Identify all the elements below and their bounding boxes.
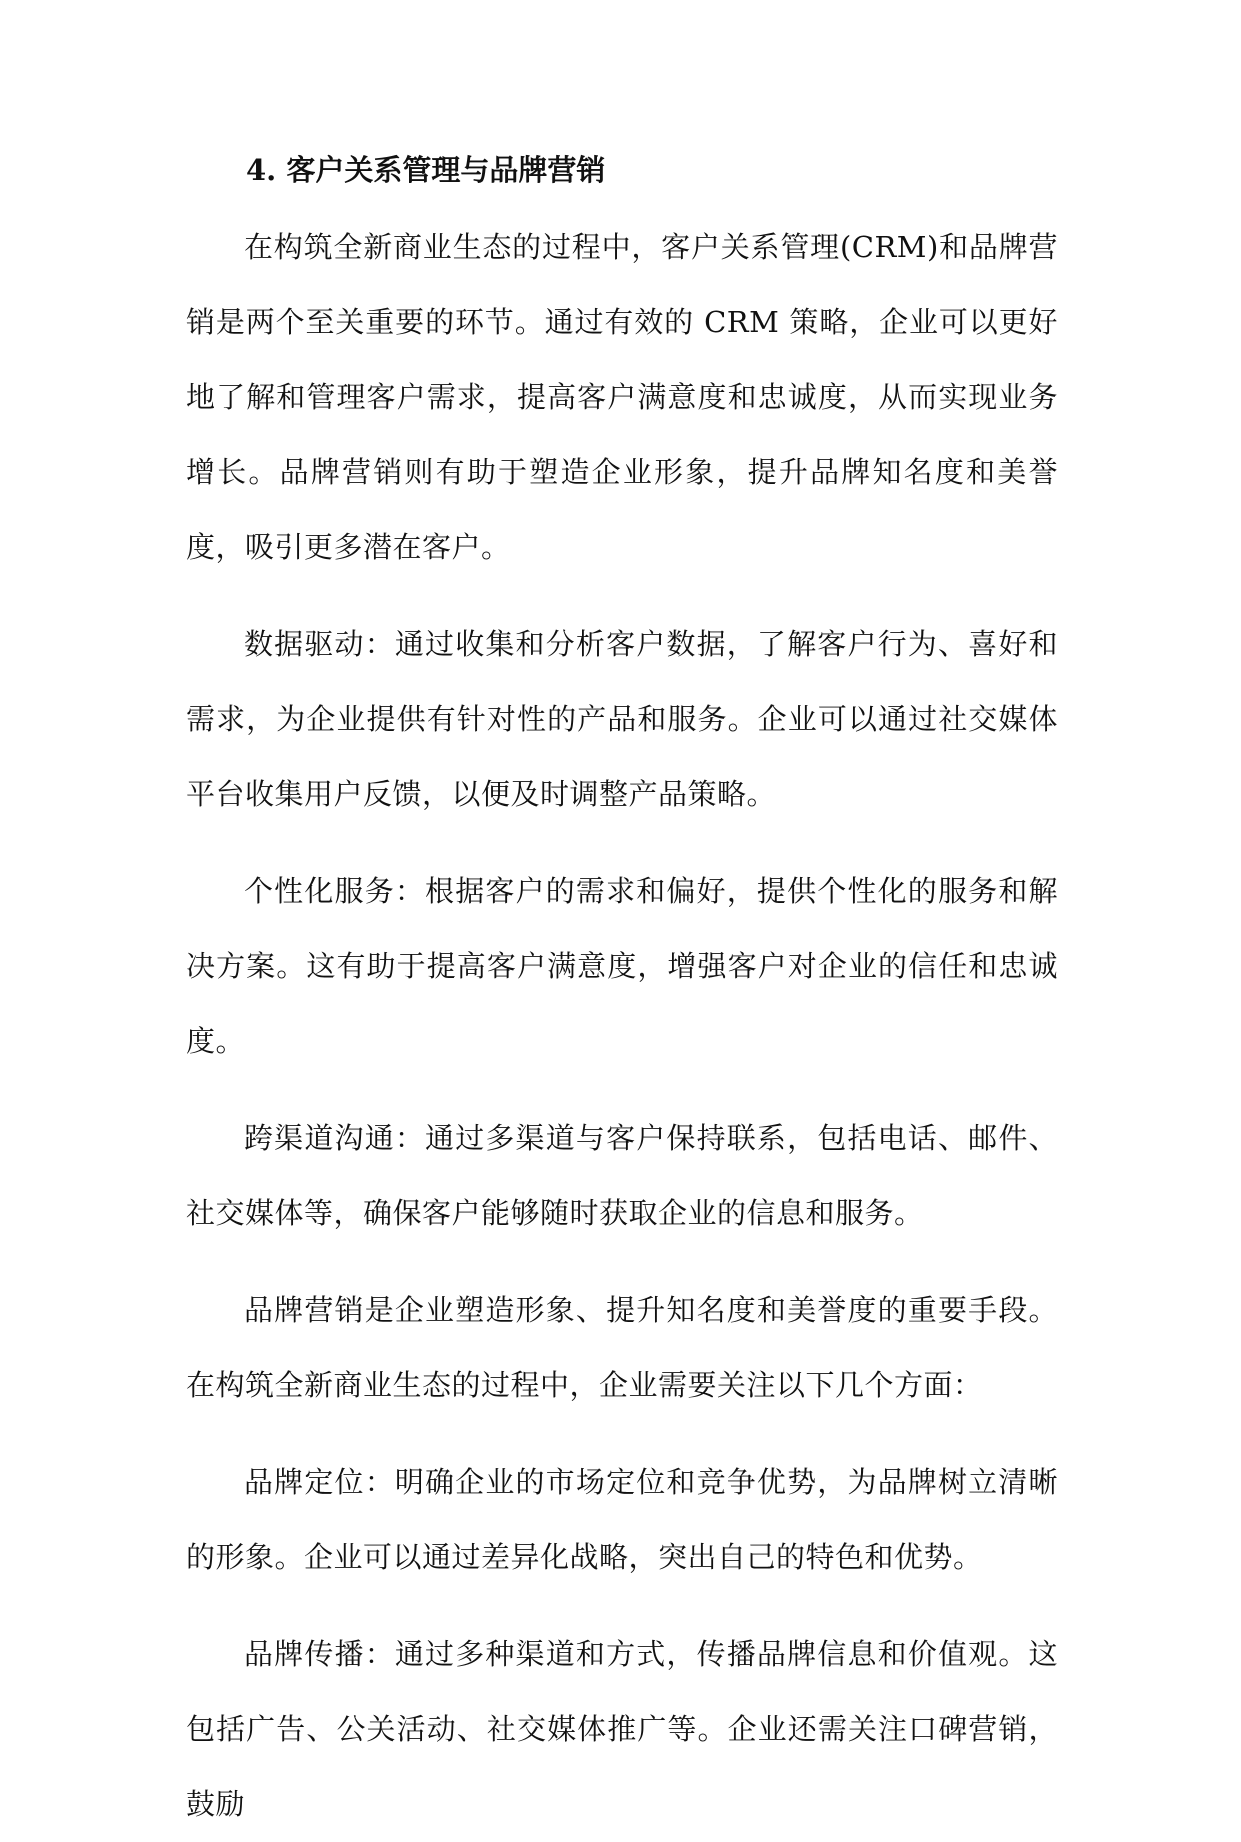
paragraph-data-driven: 数据驱动：通过收集和分析客户数据，了解客户行为、喜好和需求，为企业提供有针对性的产品和服务。企业可以通过社交媒体平台收集用户反馈，以便及时调整产品策略。 [186, 627, 1058, 811]
paragraph-brand-marketing: 品牌营销是企业塑造形象、提升知名度和美誉度的重要手段。在构筑全新商业生态的过程中，企业需要关注以下几个方面： [186, 1293, 1058, 1402]
section-heading: 4. 客户关系管理与品牌营销 [246, 153, 606, 187]
paragraph-brand-communication: 品牌传播：通过多种渠道和方式，传播品牌信息和价值观。这包括广告、公关活动、社交媒体推广等。企业还需关注口碑营销，鼓励 [186, 1637, 1058, 1821]
paragraph-brand-positioning: 品牌定位：明确企业的市场定位和竞争优势，为品牌树立清晰的形象。企业可以通过差异化战略，突出自己的特色和优势。 [186, 1465, 1058, 1574]
paragraph-personalized-service: 个性化服务：根据客户的需求和偏好，提供个性化的服务和解决方案。这有助于提高客户满意度，增强客户对企业的信任和忠诚度。 [186, 874, 1058, 1058]
document-body [186, 144, 1058, 1842]
paragraph-crm-intro: 在构筑全新商业生态的过程中，客户关系管理(CRM)和品牌营销是两个至关重要的环节。通过有效的 CRM 策略，企业可以更好地了解和管理客户需求，提高客户满意度和忠诚度，从而实现业务增长。品牌营销则有助于塑造企业形象，提升品牌知名度和美誉度，吸引更多潜在客户。 [186, 230, 1058, 564]
paragraph-cross-channel: 跨渠道沟通：通过多渠道与客户保持联系，包括电话、邮件、社交媒体等，确保客户能够随时获取企业的信息和服务。 [186, 1121, 1058, 1230]
